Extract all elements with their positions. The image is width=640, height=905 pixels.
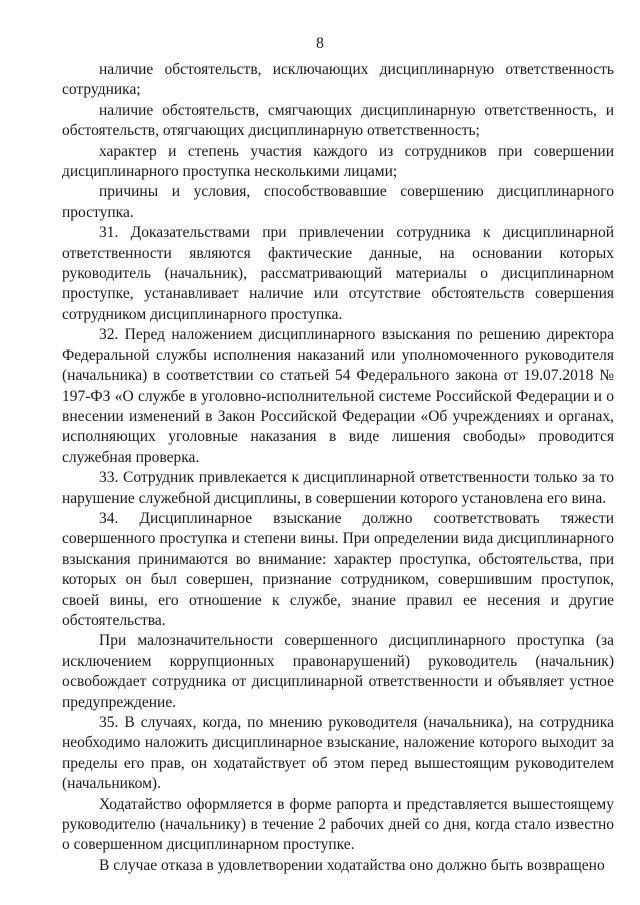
paragraph-item-32: 32. Перед наложением дисциплинарного взыскания по решению директора Федеральной службы исполнения наказаний или уполномоченного руководителя (начальника) в соответствии со статьей 54 Федерального закона от 19.07.2018 № 197-ФЗ «О службе в уголовно-исполнительной системе Российской Федерации и о внесении изменений в Закон Российской Федерации «Об учреждениях и органах, исполняющих уголовные наказания в виде лишения свободы» проводится служебная проверка. (62, 326, 614, 466)
paragraph-item-33: 33. Сотрудник привлекается к дисциплинарной ответственности только за то нарушение служебной дисциплины, в совершении которого установлена его вина. (62, 469, 614, 507)
paragraph-petition-refusal: В случае отказа в удовлетворении ходатайства оно должно быть возвращено (99, 856, 605, 874)
document-body (62, 60, 614, 876)
paragraph-causes-conditions: причины и условия, способствовавшие совершению дисциплинарного проступка. (62, 183, 614, 221)
paragraph-circumstances-excluding: наличие обстоятельств, исключающих дисциплинарную ответственность сотрудника; (62, 61, 614, 99)
paragraph-petition-report: Ходатайство оформляется в форме рапорта и представляется вышестоящему руководителю (начальнику) в течение 2 рабочих дней со дня, когда стало известно о совершенном дисциплинарном проступке. (62, 795, 614, 854)
page-number: 8 (316, 35, 324, 52)
paragraph-item-35: 35. В случаях, когда, по мнению руководителя (начальника), на сотрудника необходимо наложить дисциплинарное взыскание, наложение которого выходит за пределы его прав, он ходатайствует об этом перед вышестоящим руководителем (начальником). (62, 714, 614, 793)
paragraph-participation-degree: характер и степень участия каждого из сотрудников при совершении дисциплинарного проступка несколькими лицами; (62, 142, 614, 181)
paragraph-circumstances-mitigating: наличие обстоятельств, смягчающих дисциплинарную ответственность, и обстоятельств, отягчающих дисциплинарную ответственность; (62, 101, 614, 140)
paragraph-item-31: 31. Доказательствами при привлечении сотрудника к дисциплинарной ответственности являются фактические данные, на основании которых руководитель (начальник), рассматривающий материалы о дисциплинарном проступке, устанавливает наличие или отсутствие обстоятельств совершения сотрудником дисциплинарного проступка. (62, 224, 614, 323)
paragraph-minor-offense: При малозначительности совершенного дисциплинарного проступка (за исключением коррупционных правонарушений) руководитель (начальник) освобождает сотрудника от дисциплинарной ответственности и объявляет устное предупреждение. (62, 632, 614, 711)
paragraph-item-34: 34. Дисциплинарное взыскание должно соответствовать тяжести совершенного проступка и степени вины. При определении вида дисциплинарного взыскания принимаются во внимание: характер проступка, обстоятельства, при которых он был совершен, признание сотрудником, совершившим проступок, своей вины, его отношение к службе, знание правил ее несения и другие обстоятельства. (62, 509, 614, 629)
